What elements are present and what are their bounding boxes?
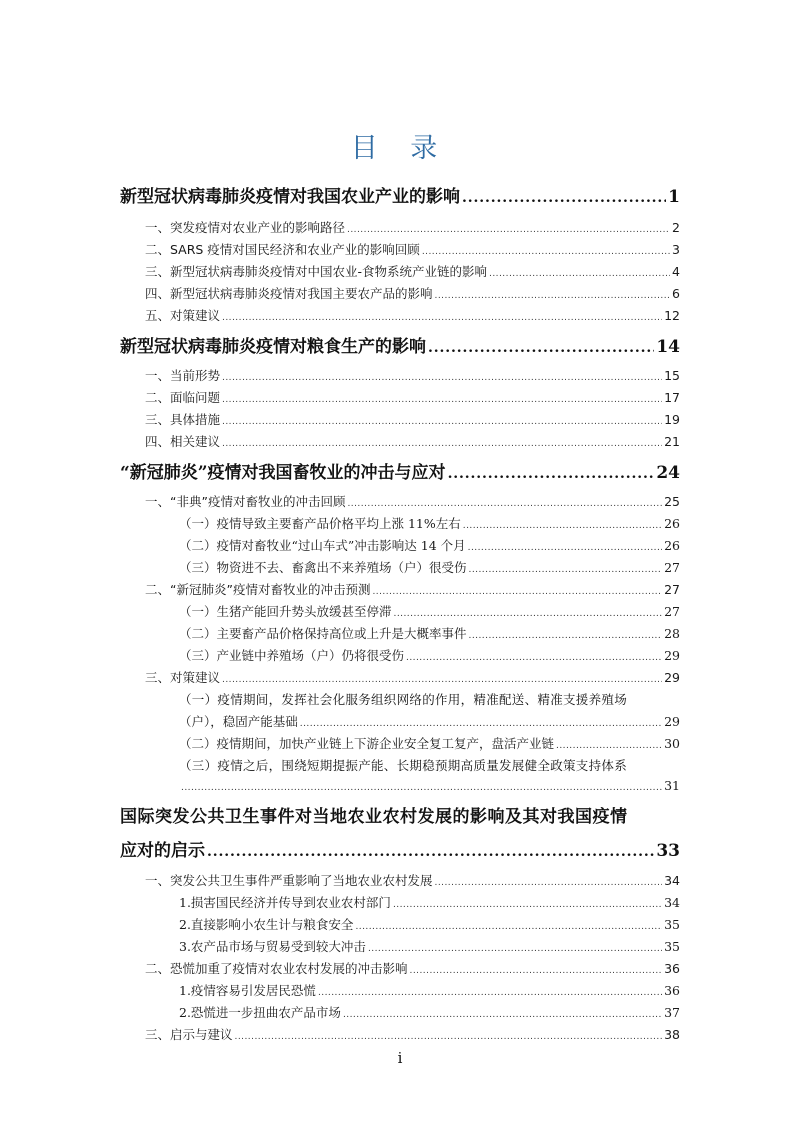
toc-subsection[interactable] — [179, 602, 680, 620]
dot-leader — [410, 966, 663, 976]
toc-page-number: 26 — [664, 538, 680, 553]
toc-subsection[interactable] — [179, 915, 680, 933]
dot-leader — [448, 466, 655, 482]
dot-leader — [468, 543, 662, 553]
dot-leader — [347, 499, 662, 509]
toc-entry-text: （二）疫情期间，加快产业链上下游企业安全复工复产，盘活产业链 — [179, 736, 555, 751]
dot-leader — [343, 1010, 662, 1020]
dot-leader — [235, 1032, 663, 1042]
toc-page-number: 6 — [672, 286, 680, 301]
toc-page-number: 17 — [664, 390, 680, 405]
dot-leader — [181, 783, 662, 793]
toc-page-number: 3 — [672, 242, 680, 257]
dot-leader — [394, 609, 663, 619]
toc-subsection[interactable] — [179, 536, 680, 554]
toc-page-number: 12 — [664, 308, 680, 323]
toc-entry-text: 三、对策建议 — [145, 670, 221, 685]
toc-page-number: 25 — [664, 494, 680, 509]
toc-subsection-line1[interactable]: （三）疫情之后，围绕短期提振产能、长期稳预期高质量发展健全政策支持体系 — [179, 758, 628, 773]
toc-section[interactable] — [145, 218, 680, 236]
toc-page-number: 29 — [664, 670, 680, 685]
toc-entry-text: 新型冠状病毒肺炎疫情对粮食生产的影响 — [120, 337, 426, 357]
toc-subsection[interactable] — [179, 1003, 680, 1021]
toc-chapter-4[interactable] — [120, 836, 680, 861]
toc-entry-text: 三、启示与建议 — [145, 1027, 233, 1042]
toc-page-number: 26 — [664, 516, 680, 531]
toc-page-number: 21 — [664, 434, 680, 449]
toc-subsection[interactable] — [179, 712, 680, 730]
toc-entry-text: （三）产业链中养殖场（户）仍将很受伤 — [179, 648, 405, 663]
toc-page-number: 29 — [664, 648, 680, 663]
dot-leader — [469, 631, 663, 641]
dot-leader — [556, 741, 662, 751]
toc-section[interactable] — [145, 366, 680, 384]
toc-entry-text: （二）主要畜产品价格保持高位或上升是大概率事件 — [179, 626, 467, 641]
toc-entry-text: 三、具体措施 — [145, 412, 221, 427]
toc-subsection[interactable] — [179, 893, 680, 911]
dot-leader — [462, 190, 666, 206]
toc-entry-text: 一、突发疫情对农业产业的影响路径 — [145, 220, 346, 235]
toc-subsection[interactable] — [179, 646, 680, 664]
toc-page-number: 35 — [664, 917, 680, 932]
dot-leader — [222, 417, 662, 427]
toc-subsection[interactable] — [179, 778, 680, 793]
toc-page-number: 30 — [664, 736, 680, 751]
toc-entry-text: （户），稳固产能基础 — [179, 714, 298, 729]
toc-page-number: 2 — [672, 220, 680, 235]
toc-page-number: 33 — [656, 841, 680, 861]
toc-entry-text: “新冠肺炎”疫情对我国畜牧业的冲击与应对 — [120, 463, 446, 483]
toc-page-number: 36 — [664, 961, 680, 976]
toc-entry-text: 一、突发公共卫生事件严重影响了当地农业农村发展 — [145, 873, 433, 888]
toc-entry-text: 一、“非典”疫情对畜牧业的冲击回顾 — [145, 494, 346, 509]
toc-page-number: 19 — [664, 412, 680, 427]
toc-section[interactable] — [145, 668, 680, 686]
toc-page-number: 27 — [664, 604, 680, 619]
dot-leader — [406, 653, 662, 663]
toc-section[interactable] — [145, 871, 680, 889]
toc-page-number: 1 — [668, 187, 680, 207]
toc-subsection[interactable] — [179, 624, 680, 642]
toc-entry-text: （三）物资进不去、畜禽出不来养殖场（户）很受伤 — [179, 560, 467, 575]
toc-page-number: 24 — [656, 463, 680, 483]
toc-section[interactable] — [145, 388, 680, 406]
toc-entry-text: 二、SARS 疫情对国民经济和农业产业的影响回顾 — [145, 242, 420, 257]
dot-leader — [368, 944, 662, 954]
toc-page-number: 15 — [664, 368, 680, 383]
toc-page-number: 28 — [664, 626, 680, 641]
toc-entry-text: 3.农产品市场与贸易受到较大冲击 — [179, 939, 366, 954]
toc-page-number: 34 — [664, 873, 680, 888]
toc-entry-text: （一）生猪产能回升势头放缓甚至停滞 — [179, 604, 392, 619]
dot-leader — [469, 565, 663, 575]
toc-section[interactable] — [145, 492, 680, 510]
toc-entry-text: 2.恐慌进一步扭曲农产品市场 — [179, 1005, 341, 1020]
toc-section[interactable] — [145, 284, 680, 302]
dot-leader — [318, 988, 662, 998]
page-footer-number: i — [397, 1049, 403, 1067]
toc-entry-text: 四、新型冠状病毒肺炎疫情对我国主要农产品的影响 — [145, 286, 433, 301]
dot-leader — [372, 587, 662, 597]
dot-leader — [435, 291, 671, 301]
toc-page-number: 35 — [664, 939, 680, 954]
dot-leader — [222, 439, 662, 449]
toc-page-number: 27 — [664, 582, 680, 597]
toc-subsection[interactable] — [179, 558, 680, 576]
dot-leader — [428, 340, 654, 356]
toc-page-number: 37 — [664, 1005, 680, 1020]
toc-entry-text: 1.损害国民经济并传导到农业农村部门 — [179, 895, 391, 910]
dot-leader — [222, 395, 662, 405]
toc-section[interactable] — [145, 306, 680, 324]
toc-subsection[interactable] — [179, 981, 680, 999]
toc-chapter-3[interactable] — [120, 458, 680, 483]
toc-subsection[interactable] — [179, 937, 680, 955]
toc-section[interactable] — [145, 1025, 680, 1043]
dot-leader — [463, 521, 662, 531]
toc-page-number: 36 — [664, 983, 680, 998]
toc-section[interactable] — [145, 580, 680, 598]
toc-entry-text: 1.疫情容易引发居民恐慌 — [179, 983, 316, 998]
toc-chapter-2[interactable] — [120, 332, 680, 357]
dot-leader — [489, 269, 670, 279]
toc-entry-text: 二、面临问题 — [145, 390, 221, 405]
dot-leader — [422, 247, 670, 257]
dot-leader — [435, 878, 663, 888]
toc-entry-text: （一）疫情导致主要畜产品价格平均上涨 11%左右 — [179, 516, 461, 531]
toc-section[interactable] — [145, 410, 680, 428]
toc-entry-text: 二、“新冠肺炎”疫情对畜牧业的冲击预测 — [145, 582, 371, 597]
toc-entry-text: 新型冠状病毒肺炎疫情对我国农业产业的影响 — [120, 187, 460, 207]
dot-leader — [393, 900, 662, 910]
toc-subsection-line1[interactable]: （一）疫情期间，发挥社会化服务组织网络的作用，精准配送、精准支援养殖场 — [179, 692, 628, 707]
toc-section[interactable] — [145, 959, 680, 977]
dot-leader — [222, 675, 662, 685]
toc-title: 目 录 — [350, 133, 450, 164]
toc-entry-text: （二）疫情对畜牧业“过山车式”冲击影响达 14 个月 — [179, 538, 466, 553]
dot-leader — [207, 844, 654, 860]
toc-entry-text: 四、相关建议 — [145, 434, 221, 449]
toc-entry-text: 一、当前形势 — [145, 368, 221, 383]
toc-subsection[interactable] — [179, 734, 680, 752]
toc-page-number: 27 — [664, 560, 680, 575]
dot-leader — [347, 225, 670, 235]
toc-page-number: 34 — [664, 895, 680, 910]
dot-leader — [355, 922, 662, 932]
toc-page-number: 4 — [672, 264, 680, 279]
toc-entry-text: 二、恐慌加重了疫情对农业农村发展的冲击影响 — [145, 961, 408, 976]
toc-page-number: 38 — [664, 1027, 680, 1042]
toc-page-number: 29 — [664, 714, 680, 729]
toc-entry-text: 应对的启示 — [120, 841, 205, 861]
toc-chapter-4-line1[interactable]: 国际突发公共卫生事件对当地农业农村发展的影响及其对我国疫情 — [120, 807, 628, 827]
toc-section[interactable] — [145, 432, 680, 450]
dot-leader — [222, 373, 662, 383]
dot-leader — [300, 719, 662, 729]
toc-subsection[interactable] — [179, 514, 680, 532]
toc-entry-text: 三、新型冠状病毒肺炎疫情对中国农业-食物系统产业链的影响 — [145, 264, 488, 279]
toc-page-number: 31 — [664, 778, 680, 793]
toc-entry-text: 五、对策建议 — [145, 308, 221, 323]
toc-section[interactable] — [145, 240, 680, 258]
toc-page-number: 14 — [656, 337, 680, 357]
toc-section[interactable] — [145, 262, 680, 280]
toc-entry-text: 2.直接影响小农生计与粮食安全 — [179, 917, 354, 932]
toc-chapter-1[interactable] — [120, 182, 680, 207]
dot-leader — [222, 313, 662, 323]
